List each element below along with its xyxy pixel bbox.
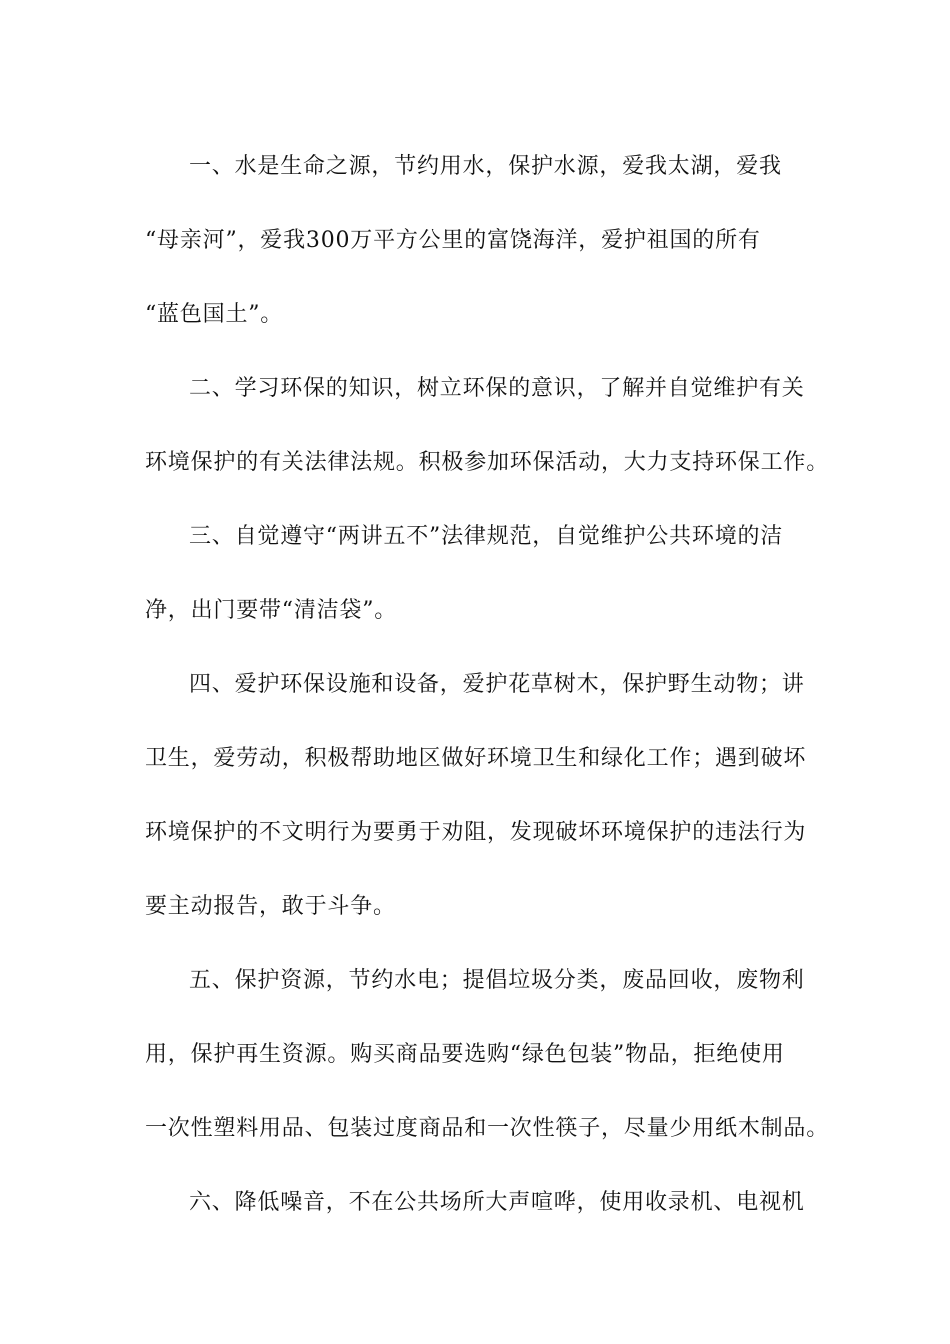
document-body — [145, 130, 830, 1240]
text-line: 净，出门要带“清洁袋”。 — [145, 598, 398, 623]
text-line: 五、保护资源，节约水电；提倡垃圾分类，废品回收，废物利 — [189, 968, 805, 993]
paragraph-3 — [145, 500, 808, 648]
text-line: 要主动报告，敢于斗争。 — [145, 894, 396, 919]
paragraph-5 — [145, 944, 830, 1166]
text-line: 一、水是生命之源，节约用水，保护水源，爱我太湖，爱我 — [189, 154, 782, 179]
text-line: “蓝色国土”。 — [145, 302, 284, 327]
paragraph-1 — [145, 130, 808, 352]
text-line: 三、自觉遵守“两讲五不”法律规范，自觉维护公共环境的洁 — [189, 524, 784, 549]
text-line: 四、爱护环保设施和设备，爱护花草树木，保护野生动物；讲 — [189, 672, 805, 697]
text-line: 一次性塑料用品、包装过度商品和一次性筷子，尽量少用纸木制品。 — [145, 1116, 830, 1141]
paragraph-4 — [145, 648, 808, 944]
text-line: 六、降低噪音，不在公共场所大声喧哗，使用收录机、电视机 — [189, 1190, 805, 1215]
text-line: 环境保护的有关法律法规。积极参加环保活动，大力支持环保工作。 — [145, 450, 830, 475]
text-line: “母亲河”，爱我300万平方公里的富饶海洋，爱护祖国的所有 — [145, 228, 761, 253]
paragraph-6 — [145, 1166, 808, 1240]
text-line: 用，保护再生资源。购买商品要选购“绿色包装”物品，拒绝使用 — [145, 1042, 785, 1067]
text-line: 卫生，爱劳动，积极帮助地区做好环境卫生和绿化工作；遇到破坏 — [145, 746, 807, 771]
text-line: 环境保护的不文明行为要勇于劝阻，发现破坏环境保护的违法行为 — [145, 820, 807, 845]
paragraph-2 — [145, 352, 830, 500]
text-line: 二、学习环保的知识，树立环保的意识，了解并自觉维护有关 — [189, 376, 805, 401]
